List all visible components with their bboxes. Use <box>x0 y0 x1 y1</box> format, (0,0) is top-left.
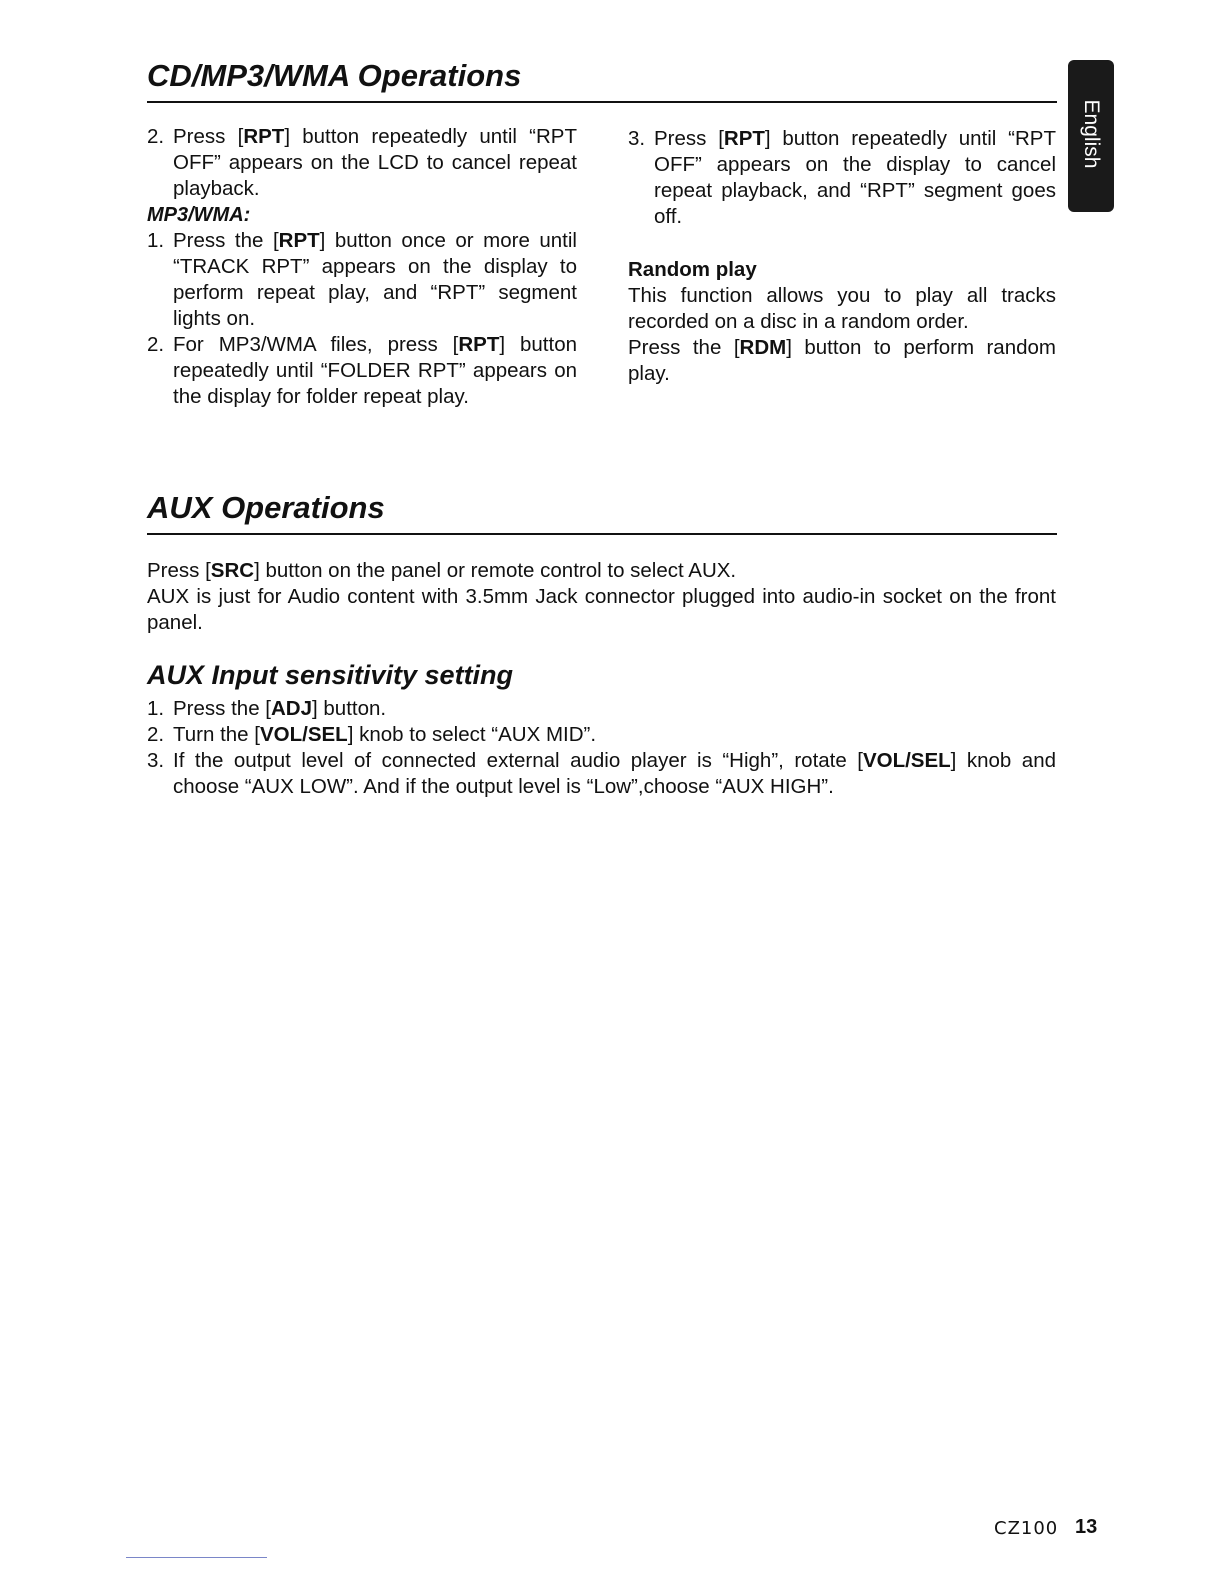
random-play-description: This function allows you to play all tracks recorded on a disc in a random order. <box>628 284 1056 333</box>
list-item: 3. If the output level of connected external audio player is “High”, rotate [VOL/SEL] knob and choose “AUX LOW”. And if the output level is “Low”,choose “AUX HIGH”. <box>147 749 1056 798</box>
item-number: 2. <box>147 333 165 356</box>
left-column <box>147 124 577 410</box>
button-ref: ADJ <box>271 697 313 720</box>
title-rule <box>147 101 1057 103</box>
section-title-aux-operations: AUX Operations <box>147 490 385 525</box>
aux-description: AUX is just for Audio content with 3.5mm Jack connector plugged into audio-in socket on the front panel. <box>147 585 1056 634</box>
aux-sensitivity-subtitle: AUX Input sensitivity setting <box>147 660 514 690</box>
list-item: 1. Press the [ADJ] button. <box>147 697 387 720</box>
language-tab <box>1068 60 1114 212</box>
item-number: 1. <box>147 229 165 252</box>
list-item: 2. Press [RPT] button repeatedly until “RPT OFF” appears on the LCD to cancel repeat playback. <box>147 125 578 200</box>
item-number: 2. <box>147 125 165 148</box>
footer-divider <box>126 1557 267 1558</box>
button-ref: SRC <box>210 559 255 582</box>
language-tab-label: English <box>1080 99 1103 169</box>
button-ref: RPT <box>723 127 765 150</box>
item-number: 1. <box>147 697 165 720</box>
button-ref: RPT <box>458 333 500 356</box>
mp3-wma-subheading: MP3/WMA: <box>147 204 251 226</box>
list-item: 3. Press [RPT] button repeatedly until “RPT OFF” appears on the display to cancel repeat playback, and “RPT” segment goes off. <box>628 127 1056 228</box>
random-play-heading: Random play <box>628 258 757 281</box>
button-ref: RPT <box>278 229 320 252</box>
right-column <box>628 126 1056 387</box>
item-number: 2. <box>147 723 165 746</box>
button-ref: RPT <box>243 125 285 148</box>
aux-body <box>147 558 1056 636</box>
button-ref: RDM <box>739 336 787 359</box>
item-number: 3. <box>147 749 165 772</box>
button-ref: VOL/SEL <box>259 723 348 746</box>
list-item: 1. Press the [RPT] button once or more until “TRACK RPT” appears on the display to perform repeat play, and “RPT” segment lights on. <box>147 229 577 330</box>
page-number: 13 <box>1075 1516 1098 1538</box>
list-item: 2. For MP3/WMA files, press [RPT] button repeatedly until “FOLDER RPT” appears on the display for folder repeat play. <box>147 333 578 408</box>
random-play-instruction: Press the [RDM] button to perform random play. <box>628 336 1056 385</box>
aux-steps <box>147 696 1056 800</box>
button-ref: VOL/SEL <box>862 749 951 772</box>
section-title-cd-operations: CD/MP3/WMA Operations <box>147 58 522 93</box>
item-number: 3. <box>628 127 646 150</box>
title-rule <box>147 533 1057 535</box>
aux-select-instruction: Press [SRC] button on the panel or remote control to select AUX. <box>147 559 737 582</box>
model-number: CZ100 <box>994 1518 1059 1539</box>
list-item: 2. Turn the [VOL/SEL] knob to select “AUX MID”. <box>147 723 597 746</box>
